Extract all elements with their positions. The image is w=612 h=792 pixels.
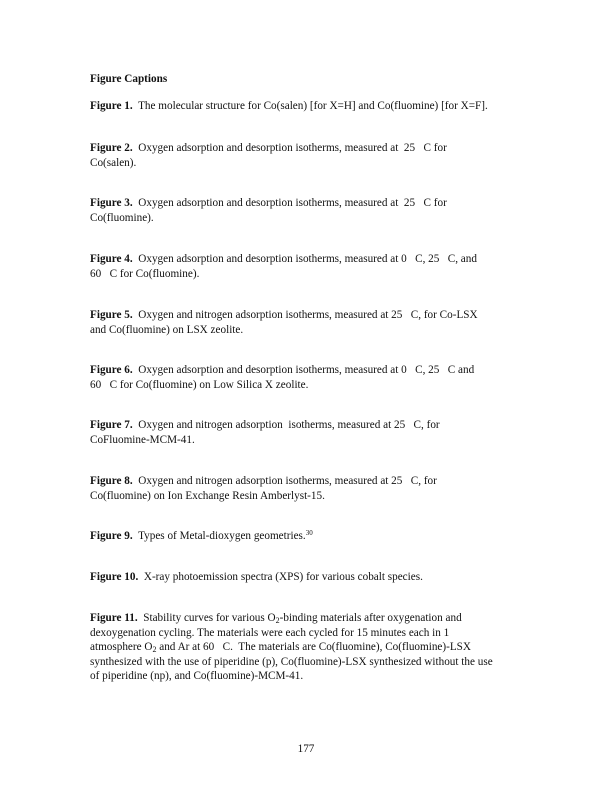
section-heading: Figure Captions bbox=[90, 73, 168, 85]
caption-text-line: Co(salen). bbox=[90, 156, 137, 169]
caption-label: Figure 8. bbox=[90, 475, 133, 487]
caption-label: Figure 11. bbox=[90, 612, 138, 624]
caption-text-line: Oxygen and nitrogen adsorption isotherms, measured at 25 C, for Co-LSX bbox=[138, 309, 478, 321]
caption-text-line: Oxygen adsorption and desorption isotherms, measured at 0 C, 25 C and bbox=[138, 364, 475, 376]
caption-label: Figure 2. bbox=[90, 142, 133, 154]
figure-caption-3 bbox=[90, 196, 530, 225]
caption-line: synthesized with the use of piperidine (p), Co(fluomine)-LSX synthesized without the use bbox=[90, 655, 493, 668]
caption-label: Figure 10. bbox=[90, 571, 139, 583]
caption-text-line: 60 C for Co(fluomine) on Low Silica X zeolite. bbox=[90, 378, 309, 391]
caption-text-line: Co(fluomine) on Ion Exchange Resin Amberlyst-15. bbox=[90, 489, 325, 502]
caption-label: Figure 1. bbox=[90, 100, 133, 112]
caption-text: Stability curves for various O bbox=[143, 612, 276, 624]
page-number: 177 bbox=[297, 743, 315, 755]
figure-caption-11 bbox=[90, 611, 530, 684]
figure-caption-9 bbox=[90, 529, 530, 544]
caption-text-line: 60 C for Co(fluomine). bbox=[90, 267, 200, 280]
figure-caption-8 bbox=[90, 474, 530, 503]
caption-text-line: Oxygen and nitrogen adsorption isotherms, measured at 25 C, for bbox=[138, 419, 440, 431]
caption-text-line: Co(fluomine). bbox=[90, 211, 154, 224]
caption-line: dexoygenation cycling. The materials were each cycled for 15 minutes each in 1 bbox=[90, 626, 450, 639]
figure-caption-1 bbox=[90, 99, 530, 114]
caption-text: atmosphere O bbox=[90, 641, 153, 653]
caption-text-line: Oxygen and nitrogen adsorption isotherms, measured at 25 C, for bbox=[138, 475, 437, 487]
caption-label: Figure 7. bbox=[90, 419, 133, 431]
caption-text-line: Oxygen adsorption and desorption isotherms, measured at 25 C for bbox=[138, 197, 447, 209]
caption-label: Figure 6. bbox=[90, 364, 133, 376]
citation-superscript: 30 bbox=[305, 529, 313, 537]
caption-text-line: CoFluomine-MCM-41. bbox=[90, 433, 195, 446]
figure-caption-5 bbox=[90, 308, 530, 337]
caption-text: -binding materials after oxygenation and bbox=[279, 612, 462, 624]
caption-label: Figure 3. bbox=[90, 197, 133, 209]
figure-caption-10 bbox=[90, 570, 530, 585]
figure-caption-4 bbox=[90, 252, 530, 281]
subscript: 2 bbox=[152, 645, 157, 654]
caption-label: Figure 9. bbox=[90, 530, 133, 542]
caption-line bbox=[90, 640, 530, 655]
figure-caption-7 bbox=[90, 418, 530, 447]
caption-text-line: Oxygen adsorption and desorption isotherms, measured at 0 C, 25 C, and bbox=[138, 253, 477, 265]
caption-label: Figure 4. bbox=[90, 253, 133, 265]
caption-label: Figure 5. bbox=[90, 309, 133, 321]
caption-text: Types of Metal-dioxygen geometries. bbox=[138, 530, 306, 542]
caption-line: of piperidine (np), and Co(fluomine)-MCM-41. bbox=[90, 670, 304, 682]
caption-text: X-ray photoemission spectra (XPS) for various cobalt species. bbox=[143, 571, 423, 583]
caption-line bbox=[90, 611, 530, 626]
caption-text-line: Oxygen adsorption and desorption isotherms, measured at 25 C for bbox=[138, 142, 447, 154]
caption-text: and Ar at 60 C. The materials are Co(fluomine), Co(fluomine)-LSX bbox=[156, 641, 471, 653]
figure-caption-6 bbox=[90, 363, 530, 392]
caption-text: The molecular structure for Co(salen) [for X=H] and Co(fluomine) [for X=F]. bbox=[138, 100, 488, 112]
subscript: 2 bbox=[275, 616, 280, 625]
caption-text-line: and Co(fluomine) on LSX zeolite. bbox=[90, 323, 244, 336]
figure-caption-2 bbox=[90, 141, 530, 170]
